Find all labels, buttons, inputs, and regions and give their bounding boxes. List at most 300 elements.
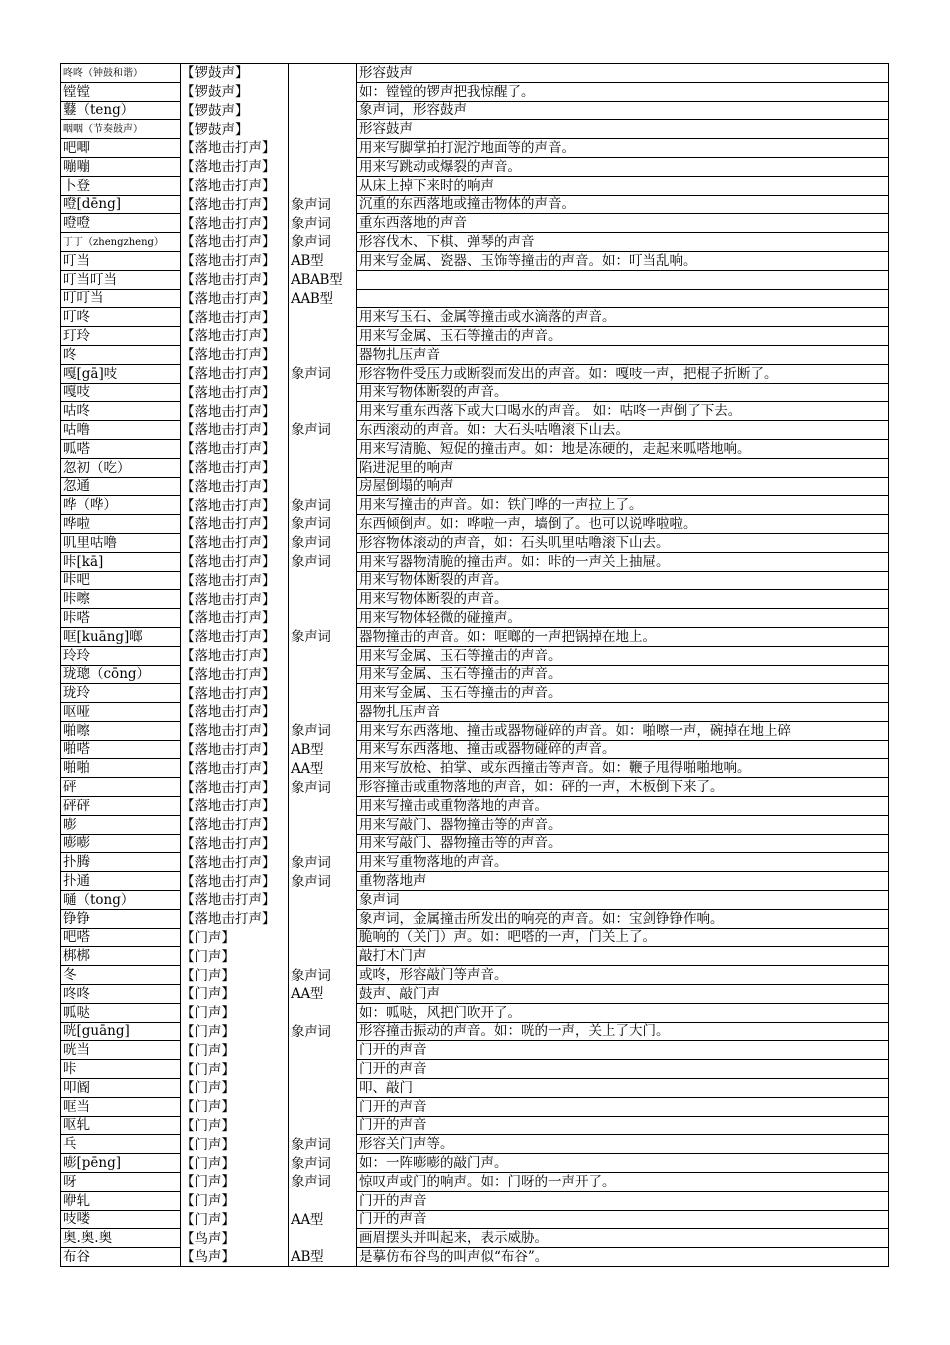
word-cell: 啪啪 (61, 759, 181, 778)
type-cell: AA型 (289, 759, 357, 778)
word-cell: 呀 (61, 1173, 181, 1192)
table-row (61, 515, 889, 534)
category-cell: 【落地击打声】 (181, 815, 289, 834)
table-row (61, 1248, 889, 1267)
type-cell: 象声词 (289, 515, 357, 534)
category-cell: 【落地击打声】 (181, 327, 289, 346)
type-cell (289, 64, 357, 83)
word-cell: 咚咚 (61, 985, 181, 1004)
word-cell: 叮咚 (61, 308, 181, 327)
type-cell (289, 82, 357, 101)
category-cell: 【落地击打声】 (181, 721, 289, 740)
type-cell: 象声词 (289, 552, 357, 571)
category-cell: 【落地击打声】 (181, 853, 289, 872)
category-cell: 【落地击打声】 (181, 139, 289, 158)
note-cell: 器物扎压声音 (357, 703, 889, 722)
note-cell: 如：镗镗的锣声把我惊醒了。 (357, 82, 889, 101)
word-cell: 咕咚 (61, 402, 181, 421)
word-cell: 鼟（teng） (61, 101, 181, 120)
category-cell: 【落地击打声】 (181, 345, 289, 364)
note-cell: 形容撞击或重物落地的声音，如：砰的一声，木板倒下来了。 (357, 778, 889, 797)
category-cell: 【落地击打声】 (181, 402, 289, 421)
table-row (61, 1191, 889, 1210)
type-cell (289, 1041, 357, 1060)
note-cell (357, 270, 889, 289)
table-row (61, 345, 889, 364)
category-cell: 【落地击打声】 (181, 233, 289, 252)
type-cell (289, 815, 357, 834)
note-cell: 鼓声、敲门声 (357, 985, 889, 1004)
category-cell: 【落地击打声】 (181, 797, 289, 816)
word-cell: 嘎[gā]吱 (61, 364, 181, 383)
word-cell: 叮当叮当 (61, 270, 181, 289)
type-cell (289, 646, 357, 665)
table-row (61, 1097, 889, 1116)
table-row (61, 1003, 889, 1022)
table-row (61, 308, 889, 327)
type-cell (289, 665, 357, 684)
word-cell: 冬 (61, 966, 181, 985)
table-row (61, 778, 889, 797)
word-cell: 玎玲 (61, 327, 181, 346)
table-row (61, 909, 889, 928)
note-cell: 从床上掉下来时的响声 (357, 176, 889, 195)
table-row (61, 703, 889, 722)
type-cell (289, 345, 357, 364)
category-cell: 【落地击打声】 (181, 176, 289, 195)
type-cell (289, 402, 357, 421)
word-cell: 嘭[pēng] (61, 1154, 181, 1173)
category-cell: 【落地击打声】 (181, 270, 289, 289)
word-cell: 珑玲 (61, 684, 181, 703)
table-row (61, 928, 889, 947)
type-cell: AA型 (289, 1210, 357, 1229)
word-cell: 卜登 (61, 176, 181, 195)
word-cell: 咔嗒 (61, 609, 181, 628)
word-cell: 叽里咕噜 (61, 533, 181, 552)
note-cell: 用来写敲门、器物撞击等的声音。 (357, 834, 889, 853)
word-cell: 玲玲 (61, 646, 181, 665)
word-cell: 叮叮当 (61, 289, 181, 308)
word-cell: 忽初（吃） (61, 458, 181, 477)
table-row (61, 139, 889, 158)
note-cell: 用来写物体轻微的碰撞声。 (357, 609, 889, 628)
type-cell: 象声词 (289, 233, 357, 252)
note-cell: 脆响的（关门）声。如：吧嗒的一声，门关上了。 (357, 928, 889, 947)
table-row (61, 721, 889, 740)
table-row (61, 872, 889, 891)
note-cell: 形容物体滚动的声音，如：石头叽里咕噜滚下山去。 (357, 533, 889, 552)
word-cell: 嗵（tong） (61, 891, 181, 910)
category-cell: 【落地击打声】 (181, 195, 289, 214)
category-cell: 【落地击打声】 (181, 571, 289, 590)
word-cell: 嘣嘣 (61, 157, 181, 176)
table-row (61, 1041, 889, 1060)
word-cell: 咔吧 (61, 571, 181, 590)
table-row (61, 458, 889, 477)
word-cell: 啪嚓 (61, 721, 181, 740)
note-cell: 门开的声音 (357, 1097, 889, 1116)
table-row (61, 891, 889, 910)
type-cell: 象声词 (289, 1135, 357, 1154)
type-cell (289, 928, 357, 947)
table-row (61, 590, 889, 609)
table-row (61, 496, 889, 515)
type-cell (289, 1097, 357, 1116)
category-cell: 【落地击打声】 (181, 496, 289, 515)
type-cell (289, 1003, 357, 1022)
note-cell: 用来写重物落地的声音。 (357, 853, 889, 872)
word-cell: 吧嗒 (61, 928, 181, 947)
category-cell: 【落地击打声】 (181, 590, 289, 609)
category-cell: 【落地击打声】 (181, 684, 289, 703)
word-cell: 镗镗 (61, 82, 181, 101)
table-row (61, 797, 889, 816)
note-cell: 用来写撞击的声音。如：铁门哗的一声拉上了。 (357, 496, 889, 515)
category-cell: 【门声】 (181, 1116, 289, 1135)
table-row (61, 289, 889, 308)
word-cell: 咚 (61, 345, 181, 364)
word-cell: 铮铮 (61, 909, 181, 928)
type-cell (289, 101, 357, 120)
type-cell: 象声词 (289, 421, 357, 440)
type-cell (289, 1116, 357, 1135)
word-cell: 咔嚓 (61, 590, 181, 609)
type-cell (289, 458, 357, 477)
word-cell: 哐[kuāng]啷 (61, 627, 181, 646)
note-cell: 门开的声音 (357, 1116, 889, 1135)
category-cell: 【落地击打声】 (181, 909, 289, 928)
note-cell: 象声词，金属撞击所发出的响亮的声音。如：宝剑铮铮作响。 (357, 909, 889, 928)
word-cell: 咿轧 (61, 1191, 181, 1210)
category-cell: 【落地击打声】 (181, 477, 289, 496)
type-cell: 象声词 (289, 496, 357, 515)
note-cell: 象声词 (357, 891, 889, 910)
note-cell: 用来写金属、瓷器、玉饰等撞击的声音。如：叮当乱响。 (357, 251, 889, 270)
note-cell: 房屋倒塌的响声 (357, 477, 889, 496)
word-cell: 噔[dēng] (61, 195, 181, 214)
word-cell: 嘭 (61, 815, 181, 834)
table-row (61, 82, 889, 101)
type-cell (289, 571, 357, 590)
table-row (61, 1116, 889, 1135)
note-cell: 重东西落地的声音 (357, 214, 889, 233)
type-cell: 象声词 (289, 853, 357, 872)
table-row (61, 195, 889, 214)
type-cell (289, 383, 357, 402)
table-row (61, 609, 889, 628)
word-cell: 叩阍 (61, 1079, 181, 1098)
word-cell: 扑腾 (61, 853, 181, 872)
type-cell (289, 176, 357, 195)
type-cell (289, 1191, 357, 1210)
category-cell: 【门声】 (181, 1135, 289, 1154)
type-cell (289, 891, 357, 910)
category-cell: 【落地击打声】 (181, 251, 289, 270)
word-cell: 砰砰 (61, 797, 181, 816)
type-cell (289, 1079, 357, 1098)
note-cell: 用来写金属、玉石等撞击的声音。 (357, 327, 889, 346)
note-cell: 叩、敲门 (357, 1079, 889, 1098)
category-cell: 【锣鼓声】 (181, 101, 289, 120)
table-row (61, 1022, 889, 1041)
note-cell: 形容伐木、下棋、弹琴的声音 (357, 233, 889, 252)
word-cell: 咕噜 (61, 421, 181, 440)
category-cell: 【落地击打声】 (181, 458, 289, 477)
note-cell: 用来写金属、玉石等撞击的声音。 (357, 684, 889, 703)
table-row (61, 552, 889, 571)
category-cell: 【落地击打声】 (181, 627, 289, 646)
category-cell: 【落地击打声】 (181, 552, 289, 571)
onomatopoeia-table (60, 63, 889, 1267)
note-cell: 形容撞击振动的声音。如：咣的一声，关上了大门。 (357, 1022, 889, 1041)
category-cell: 【门声】 (181, 1022, 289, 1041)
note-cell: 用来写脚掌拍打泥泞地面等的声音。 (357, 139, 889, 158)
table-row (61, 477, 889, 496)
table-row (61, 251, 889, 270)
type-cell (289, 327, 357, 346)
category-cell: 【落地击打声】 (181, 665, 289, 684)
category-cell: 【落地击打声】 (181, 891, 289, 910)
type-cell (289, 1060, 357, 1079)
table-row (61, 740, 889, 759)
note-cell: 用来写东西落地、撞击或器物碰碎的声音。 (357, 740, 889, 759)
type-cell: AA型 (289, 985, 357, 1004)
category-cell: 【落地击打声】 (181, 515, 289, 534)
note-cell: 用来写玉石、金属等撞击或水滴落的声音。 (357, 308, 889, 327)
note-cell: 用来写重东西落下或大口喝水的声音。 如：咕咚一声倒了下去。 (357, 402, 889, 421)
note-cell: 用来写金属、玉石等撞击的声音。 (357, 646, 889, 665)
word-cell: 布谷 (61, 1248, 181, 1267)
category-cell: 【落地击打声】 (181, 703, 289, 722)
category-cell: 【落地击打声】 (181, 740, 289, 759)
note-cell: 用来写物体断裂的声音。 (357, 571, 889, 590)
type-cell: 象声词 (289, 778, 357, 797)
note-cell: 器物撞击的声音。如：哐啷的一声把锅掉在地上。 (357, 627, 889, 646)
word-cell: 梆梆 (61, 947, 181, 966)
word-cell: 咽咽（节奏鼓声） (61, 120, 181, 139)
word-cell: 扑通 (61, 872, 181, 891)
category-cell: 【落地击打声】 (181, 383, 289, 402)
word-cell: 叮当 (61, 251, 181, 270)
note-cell: 如：一阵嘭嘭的敲门声。 (357, 1154, 889, 1173)
category-cell: 【落地击打声】 (181, 157, 289, 176)
category-cell: 【落地击打声】 (181, 364, 289, 383)
note-cell (357, 289, 889, 308)
table-row (61, 646, 889, 665)
type-cell (289, 609, 357, 628)
word-cell: 嘎吱 (61, 383, 181, 402)
word-cell: 咔 (61, 1060, 181, 1079)
word-cell: 咚咚（钟鼓和谐） (61, 64, 181, 83)
note-cell: 如：呱哒，风把门吹开了。 (357, 1003, 889, 1022)
note-cell: 重物落地声 (357, 872, 889, 891)
word-cell: 砰 (61, 778, 181, 797)
word-cell: 珑璁（cōng） (61, 665, 181, 684)
table-row (61, 966, 889, 985)
type-cell (289, 1229, 357, 1248)
word-cell: 咔[kā] (61, 552, 181, 571)
note-cell: 用来写跳动或爆裂的声音。 (357, 157, 889, 176)
type-cell: AAB型 (289, 289, 357, 308)
table-row (61, 402, 889, 421)
table-row (61, 233, 889, 252)
note-cell: 形容物件受压力或断裂而发出的声音。如：嘎吱一声，把棍子折断了。 (357, 364, 889, 383)
category-cell: 【落地击打声】 (181, 834, 289, 853)
word-cell: 奥.奥.奥 (61, 1229, 181, 1248)
table-row (61, 571, 889, 590)
word-cell: 哐当 (61, 1097, 181, 1116)
category-cell: 【落地击打声】 (181, 759, 289, 778)
category-cell: 【门声】 (181, 1003, 289, 1022)
category-cell: 【门声】 (181, 1210, 289, 1229)
note-cell: 惊叹声或门的响声。如：门呀的一声开了。 (357, 1173, 889, 1192)
category-cell: 【门声】 (181, 1060, 289, 1079)
note-cell: 画眉摆头并叫起来，表示威胁。 (357, 1229, 889, 1248)
note-cell: 形容鼓声 (357, 64, 889, 83)
category-cell: 【落地击打声】 (181, 289, 289, 308)
type-cell (289, 947, 357, 966)
type-cell (289, 834, 357, 853)
table-row (61, 834, 889, 853)
type-cell: 象声词 (289, 872, 357, 891)
category-cell: 【门声】 (181, 1154, 289, 1173)
note-cell: 门开的声音 (357, 1060, 889, 1079)
type-cell: 象声词 (289, 627, 357, 646)
note-cell: 用来写东西落地、撞击或器物碰碎的声音。如：啪嚓一声，碗掉在地上碎 (357, 721, 889, 740)
note-cell: 用来写放枪、拍掌、或东西撞击等声音。如：鞭子甩得啪啪地响。 (357, 759, 889, 778)
table-row (61, 421, 889, 440)
type-cell: 象声词 (289, 533, 357, 552)
table-row (61, 853, 889, 872)
category-cell: 【门声】 (181, 1173, 289, 1192)
table-row (61, 270, 889, 289)
table-row (61, 1210, 889, 1229)
type-cell: 象声词 (289, 1154, 357, 1173)
note-cell: 门开的声音 (357, 1210, 889, 1229)
note-cell: 用来写器物清脆的撞击声。如：咔的一声关上抽屉。 (357, 552, 889, 571)
table-row (61, 364, 889, 383)
category-cell: 【门声】 (181, 928, 289, 947)
word-cell: 嘭嘭 (61, 834, 181, 853)
note-cell: 东西倾倒声。如：哗啦一声，墙倒了。也可以说哗啦啦。 (357, 515, 889, 534)
category-cell: 【落地击打声】 (181, 533, 289, 552)
word-cell: 呱嗒 (61, 439, 181, 458)
note-cell: 形容关门声等。 (357, 1135, 889, 1154)
word-cell: 吱喽 (61, 1210, 181, 1229)
table-row (61, 947, 889, 966)
table-row (61, 214, 889, 233)
note-cell: 门开的声音 (357, 1041, 889, 1060)
note-cell: 用来写敲门、器物撞击等的声音。 (357, 815, 889, 834)
table-body (61, 64, 889, 1267)
type-cell (289, 590, 357, 609)
note-cell: 用来写物体断裂的声音。 (357, 383, 889, 402)
type-cell: ABAB型 (289, 270, 357, 289)
table-row (61, 759, 889, 778)
table-row (61, 1079, 889, 1098)
type-cell: 象声词 (289, 721, 357, 740)
word-cell: 吧唧 (61, 139, 181, 158)
category-cell: 【锣鼓声】 (181, 64, 289, 83)
type-cell: AB型 (289, 740, 357, 759)
word-cell: 噔噔 (61, 214, 181, 233)
category-cell: 【落地击打声】 (181, 778, 289, 797)
table-row (61, 684, 889, 703)
table-row (61, 176, 889, 195)
type-cell (289, 909, 357, 928)
table-row (61, 1229, 889, 1248)
type-cell: 象声词 (289, 364, 357, 383)
word-cell: 咣当 (61, 1041, 181, 1060)
type-cell (289, 139, 357, 158)
category-cell: 【落地击打声】 (181, 308, 289, 327)
note-cell: 用来写撞击或重物落地的声音。 (357, 797, 889, 816)
category-cell: 【门声】 (181, 1041, 289, 1060)
note-cell: 是摹仿布谷鸟的叫声似“布谷”。 (357, 1248, 889, 1267)
table-row (61, 665, 889, 684)
table-row (61, 120, 889, 139)
word-cell: 呱哒 (61, 1003, 181, 1022)
category-cell: 【落地击打声】 (181, 646, 289, 665)
note-cell: 象声词，形容鼓声 (357, 101, 889, 120)
category-cell: 【落地击打声】 (181, 439, 289, 458)
category-cell: 【鸟声】 (181, 1248, 289, 1267)
table-row (61, 815, 889, 834)
category-cell: 【门声】 (181, 985, 289, 1004)
word-cell: 咣[guāng] (61, 1022, 181, 1041)
note-cell: 或咚，形容敲门等声音。 (357, 966, 889, 985)
category-cell: 【落地击打声】 (181, 872, 289, 891)
table-row (61, 383, 889, 402)
type-cell: 象声词 (289, 1173, 357, 1192)
word-cell: 哗（哗） (61, 496, 181, 515)
note-cell: 陷进泥里的响声 (357, 458, 889, 477)
note-cell: 用来写物体断裂的声音。 (357, 590, 889, 609)
type-cell (289, 797, 357, 816)
category-cell: 【门声】 (181, 1097, 289, 1116)
word-cell: 哗啦 (61, 515, 181, 534)
note-cell: 器物扎压声音 (357, 345, 889, 364)
word-cell: 啪嗒 (61, 740, 181, 759)
category-cell: 【落地击打声】 (181, 421, 289, 440)
table-row (61, 1173, 889, 1192)
table-row (61, 327, 889, 346)
note-cell: 沉重的东西落地或撞击物体的声音。 (357, 195, 889, 214)
type-cell (289, 120, 357, 139)
category-cell: 【落地击打声】 (181, 609, 289, 628)
note-cell: 东西滚动的声音。如：大石头咕噜滚下山去。 (357, 421, 889, 440)
table-row (61, 985, 889, 1004)
table-row (61, 157, 889, 176)
category-cell: 【鸟声】 (181, 1229, 289, 1248)
word-cell: 乓 (61, 1135, 181, 1154)
table-row (61, 1135, 889, 1154)
table-row (61, 439, 889, 458)
type-cell: AB型 (289, 1248, 357, 1267)
word-cell: 呕哑 (61, 703, 181, 722)
type-cell: AB型 (289, 251, 357, 270)
table-row (61, 533, 889, 552)
note-cell: 用来写金属、玉石等撞击的声音。 (357, 665, 889, 684)
category-cell: 【锣鼓声】 (181, 82, 289, 101)
word-cell: 忽通 (61, 477, 181, 496)
type-cell (289, 308, 357, 327)
word-cell: 丁丁（zhengzheng） (61, 233, 181, 252)
type-cell (289, 703, 357, 722)
note-cell: 敲打木门声 (357, 947, 889, 966)
type-cell: 象声词 (289, 195, 357, 214)
